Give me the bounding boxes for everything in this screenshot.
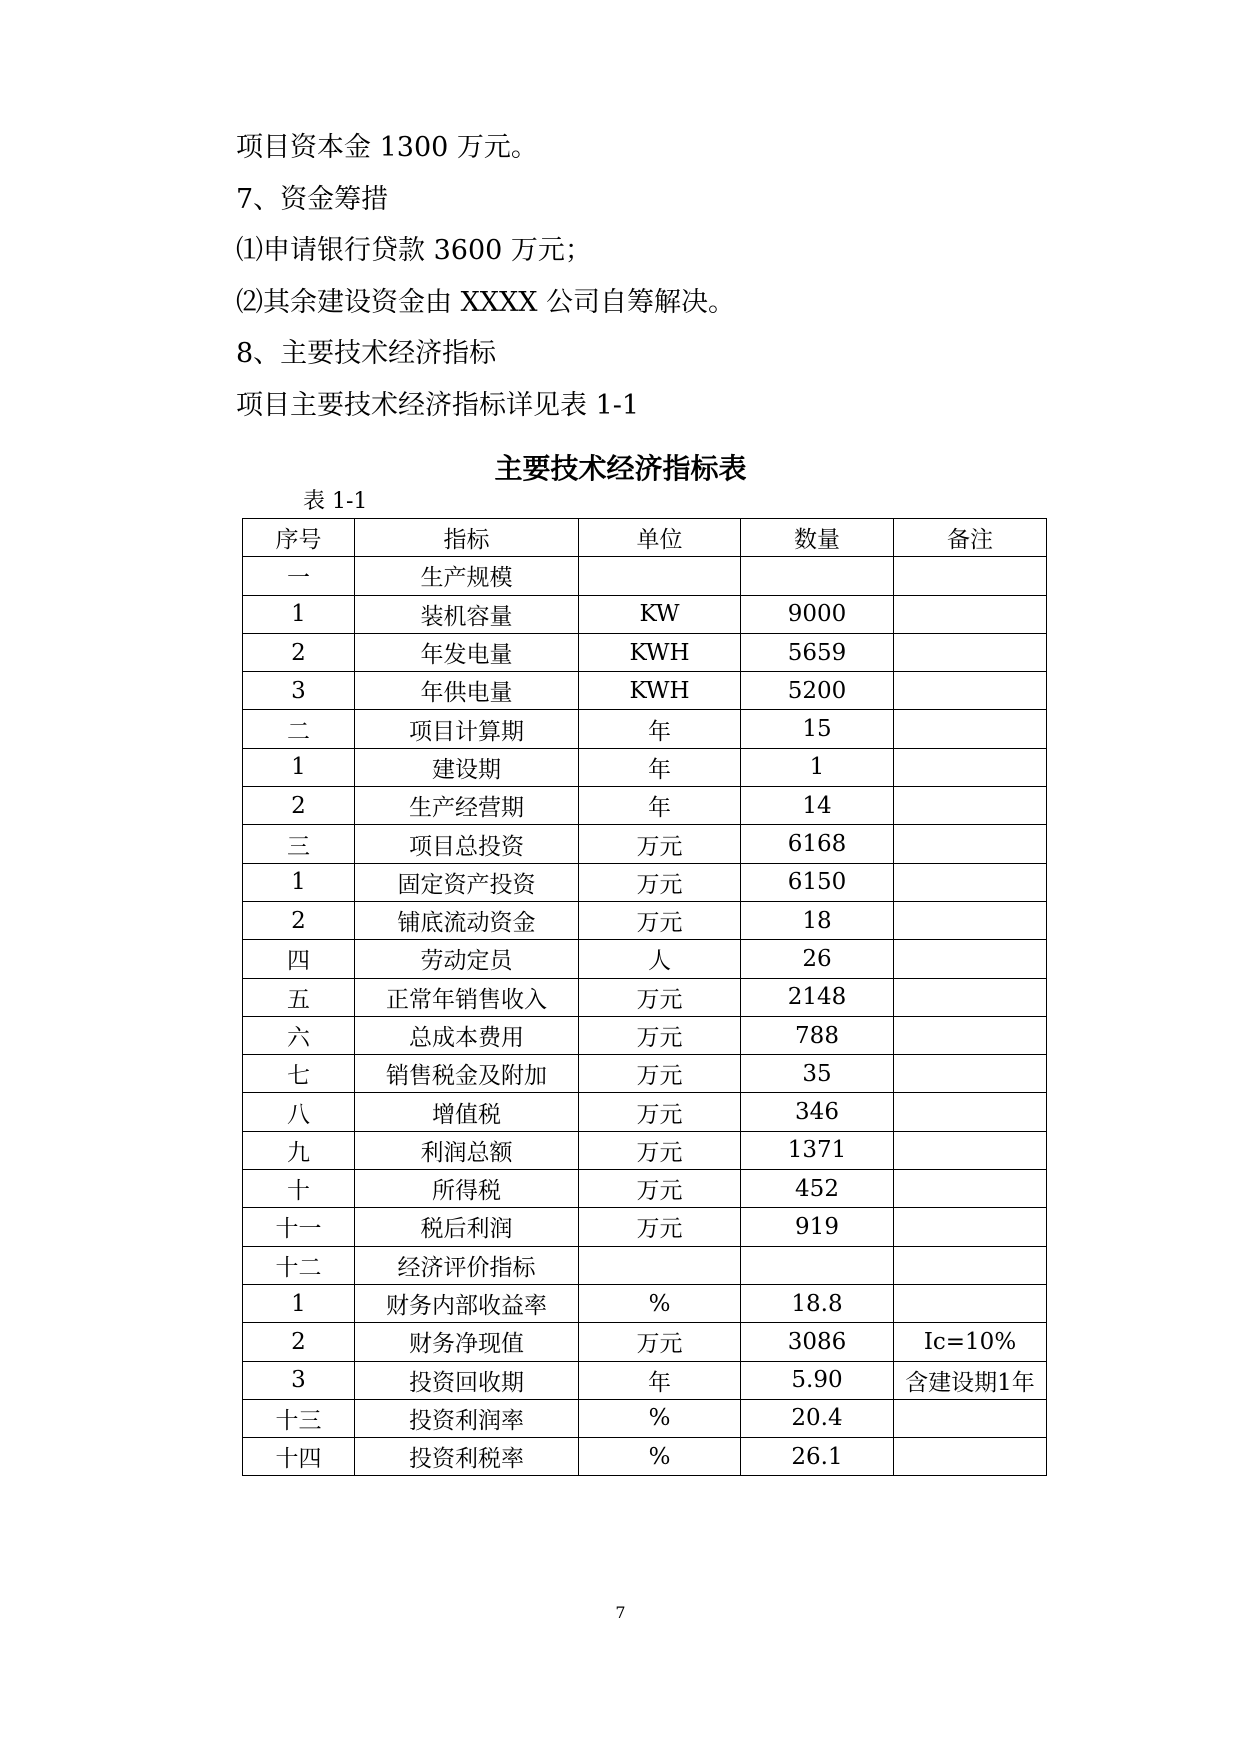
cell-remarks (894, 1055, 1047, 1093)
cell-remarks (894, 672, 1047, 710)
cell-quantity: 346 (741, 1093, 894, 1131)
cell-indicator: 劳动定员 (355, 940, 579, 978)
cell-remarks (894, 1246, 1047, 1284)
cell-remarks (894, 901, 1047, 939)
cell-index: 2 (243, 901, 355, 939)
table-row (243, 1208, 1047, 1246)
cell-indicator: 财务净现值 (355, 1323, 579, 1361)
cell-indicator: 项目计算期 (355, 710, 579, 748)
paragraph-self-funding: ⑵其余建设资金由 XXXX 公司自筹解决。 (236, 287, 736, 318)
cell-unit: 年 (579, 1361, 741, 1399)
cell-indicator: 建设期 (355, 748, 579, 786)
cell-quantity (741, 1246, 894, 1284)
cell-remarks: 含建设期1年 (894, 1361, 1047, 1399)
header-unit: 单位 (579, 519, 741, 557)
table-row (243, 1170, 1047, 1208)
cell-unit: 万元 (579, 1208, 741, 1246)
cell-quantity: 5.90 (741, 1361, 894, 1399)
cell-index: 七 (243, 1055, 355, 1093)
table-row (243, 1016, 1047, 1054)
cell-quantity: 18.8 (741, 1284, 894, 1322)
cell-index: 十一 (243, 1208, 355, 1246)
cell-indicator: 财务内部收益率 (355, 1284, 579, 1322)
cell-index: 十三 (243, 1399, 355, 1437)
table-title: 主要技术经济指标表 (494, 452, 747, 485)
cell-quantity: 20.4 (741, 1399, 894, 1437)
cell-remarks (894, 1016, 1047, 1054)
cell-remarks (894, 787, 1047, 825)
heading-funding: 7、资金筹措 (236, 184, 389, 215)
table-row (243, 1246, 1047, 1284)
cell-unit: 万元 (579, 1170, 741, 1208)
table-row (243, 787, 1047, 825)
header-remarks: 备注 (894, 519, 1047, 557)
cell-unit: % (579, 1438, 741, 1476)
cell-quantity: 919 (741, 1208, 894, 1246)
table-row (243, 1438, 1047, 1476)
cell-remarks (894, 1208, 1047, 1246)
cell-unit: 万元 (579, 1016, 741, 1054)
indicators-table (242, 518, 1047, 1476)
cell-remarks (894, 557, 1047, 595)
cell-quantity: 1 (741, 748, 894, 786)
table-row (243, 1323, 1047, 1361)
table-row (243, 1284, 1047, 1322)
cell-unit (579, 557, 741, 595)
cell-quantity: 5200 (741, 672, 894, 710)
cell-index: 2 (243, 1323, 355, 1361)
cell-index: 六 (243, 1016, 355, 1054)
cell-index: 二 (243, 710, 355, 748)
cell-index: 五 (243, 978, 355, 1016)
table-row (243, 633, 1047, 671)
cell-quantity: 15 (741, 710, 894, 748)
cell-index: 三 (243, 825, 355, 863)
table-row (243, 901, 1047, 939)
cell-unit: 万元 (579, 1055, 741, 1093)
table-row (243, 1361, 1047, 1399)
cell-indicator: 投资回收期 (355, 1361, 579, 1399)
cell-unit: 年 (579, 710, 741, 748)
cell-indicator: 生产经营期 (355, 787, 579, 825)
cell-index: 1 (243, 1284, 355, 1322)
cell-unit: 万元 (579, 978, 741, 1016)
table-row (243, 748, 1047, 786)
cell-unit: KW (579, 595, 741, 633)
cell-index: 2 (243, 787, 355, 825)
table-row (243, 1093, 1047, 1131)
cell-index: 1 (243, 863, 355, 901)
cell-remarks (894, 710, 1047, 748)
cell-remarks (894, 1284, 1047, 1322)
cell-index: 十四 (243, 1438, 355, 1476)
header-quantity: 数量 (741, 519, 894, 557)
cell-unit: 年 (579, 748, 741, 786)
cell-quantity (741, 557, 894, 595)
cell-unit: 万元 (579, 825, 741, 863)
cell-indicator: 投资利税率 (355, 1438, 579, 1476)
table-header-row (243, 519, 1047, 557)
cell-remarks: Ic=10% (894, 1323, 1047, 1361)
table-row (243, 1399, 1047, 1437)
cell-indicator: 固定资产投资 (355, 863, 579, 901)
cell-indicator: 销售税金及附加 (355, 1055, 579, 1093)
cell-remarks (894, 940, 1047, 978)
cell-remarks (894, 863, 1047, 901)
header-indicator: 指标 (355, 519, 579, 557)
table-row (243, 710, 1047, 748)
page-number: 7 (615, 1603, 626, 1622)
cell-indicator: 生产规模 (355, 557, 579, 595)
cell-quantity: 35 (741, 1055, 894, 1093)
cell-quantity: 18 (741, 901, 894, 939)
header-index: 序号 (243, 519, 355, 557)
cell-indicator: 项目总投资 (355, 825, 579, 863)
cell-indicator: 年供电量 (355, 672, 579, 710)
table-row (243, 978, 1047, 1016)
cell-index: 2 (243, 633, 355, 671)
cell-quantity: 3086 (741, 1323, 894, 1361)
cell-index: 九 (243, 1131, 355, 1169)
cell-index: 十 (243, 1170, 355, 1208)
cell-indicator: 利润总额 (355, 1131, 579, 1169)
cell-unit: 万元 (579, 901, 741, 939)
cell-quantity: 26 (741, 940, 894, 978)
cell-quantity: 452 (741, 1170, 894, 1208)
cell-indicator: 税后利润 (355, 1208, 579, 1246)
paragraph-table-ref: 项目主要技术经济指标详见表 1-1 (236, 390, 640, 421)
cell-unit: 年 (579, 787, 741, 825)
cell-indicator: 增值税 (355, 1093, 579, 1131)
cell-indicator: 经济评价指标 (355, 1246, 579, 1284)
table-row (243, 863, 1047, 901)
cell-unit: 万元 (579, 1131, 741, 1169)
table-row (243, 595, 1047, 633)
cell-remarks (894, 978, 1047, 1016)
table-caption: 表 1-1 (303, 489, 368, 514)
cell-unit: 万元 (579, 1323, 741, 1361)
cell-unit: % (579, 1284, 741, 1322)
table-row (243, 825, 1047, 863)
cell-indicator: 总成本费用 (355, 1016, 579, 1054)
cell-indicator: 铺底流动资金 (355, 901, 579, 939)
cell-index: 四 (243, 940, 355, 978)
cell-index: 一 (243, 557, 355, 595)
paragraph-capital: 项目资本金 1300 万元。 (236, 132, 538, 163)
cell-unit: % (579, 1399, 741, 1437)
cell-quantity: 788 (741, 1016, 894, 1054)
cell-quantity: 2148 (741, 978, 894, 1016)
cell-index: 1 (243, 595, 355, 633)
cell-quantity: 6168 (741, 825, 894, 863)
cell-unit: KWH (579, 633, 741, 671)
cell-indicator: 所得税 (355, 1170, 579, 1208)
cell-unit (579, 1246, 741, 1284)
cell-remarks (894, 633, 1047, 671)
table-row (243, 672, 1047, 710)
cell-index: 八 (243, 1093, 355, 1131)
cell-quantity: 9000 (741, 595, 894, 633)
cell-remarks (894, 748, 1047, 786)
cell-quantity: 14 (741, 787, 894, 825)
cell-remarks (894, 1438, 1047, 1476)
cell-unit: 人 (579, 940, 741, 978)
table-row (243, 557, 1047, 595)
cell-indicator: 投资利润率 (355, 1399, 579, 1437)
table-row (243, 1055, 1047, 1093)
cell-quantity: 26.1 (741, 1438, 894, 1476)
cell-indicator: 正常年销售收入 (355, 978, 579, 1016)
cell-index: 十二 (243, 1246, 355, 1284)
cell-indicator: 装机容量 (355, 595, 579, 633)
cell-remarks (894, 1093, 1047, 1131)
cell-quantity: 6150 (741, 863, 894, 901)
cell-remarks (894, 825, 1047, 863)
cell-index: 1 (243, 748, 355, 786)
cell-remarks (894, 1170, 1047, 1208)
cell-unit: 万元 (579, 1093, 741, 1131)
table-row (243, 1131, 1047, 1169)
cell-unit: KWH (579, 672, 741, 710)
cell-remarks (894, 1399, 1047, 1437)
table-row (243, 940, 1047, 978)
cell-index: 3 (243, 672, 355, 710)
table-body (243, 557, 1047, 1476)
paragraph-bank-loan: ⑴申请银行贷款 3600 万元； (236, 235, 592, 266)
cell-remarks (894, 1131, 1047, 1169)
cell-index: 3 (243, 1361, 355, 1399)
cell-quantity: 5659 (741, 633, 894, 671)
heading-indicators: 8、主要技术经济指标 (236, 338, 497, 369)
cell-indicator: 年发电量 (355, 633, 579, 671)
cell-remarks (894, 595, 1047, 633)
cell-unit: 万元 (579, 863, 741, 901)
cell-quantity: 1371 (741, 1131, 894, 1169)
